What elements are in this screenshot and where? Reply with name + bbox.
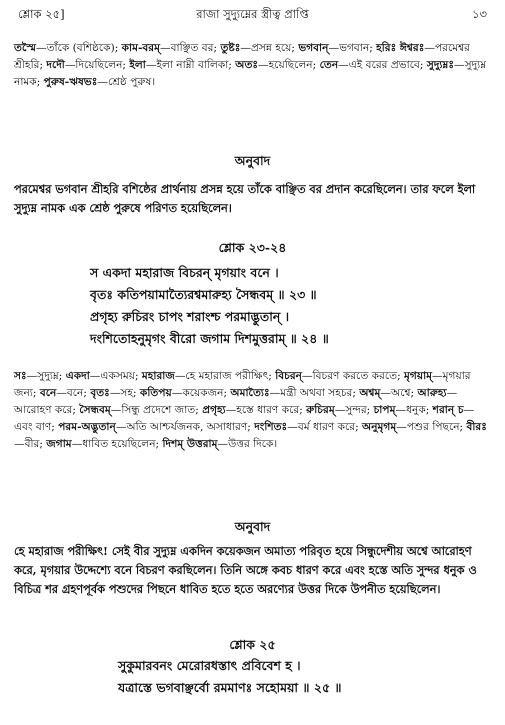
synonym-meaning: —সিন্ধু প্রদেশে জাত; [110,404,203,416]
synonym-term: তুষ্টঃ [220,42,241,54]
synonym-meaning: —একসময়; [89,370,142,382]
synonym-meaning: —বিচরণ করতে করতে; [301,370,405,382]
synonym-meaning: —সহ; [109,387,140,399]
synonym-term: তেন [319,59,339,71]
synonym-term: অনুমৃগম্ [362,421,397,433]
verse-line: প্রগৃহ্য রুচিরং চাপং শরাংশ্চ পরমাদ্ভুতান্ । [90,309,290,324]
header-chapter-title: রাজা সুদ্যুম্নের স্ত্রীত্ব প্রাপ্তি [196,7,309,21]
synonym-term: চাপম্ [373,404,396,416]
synonym-term: জগাম [46,438,72,450]
synonym-meaning: —পশুর পিছনে; [396,421,467,433]
synonyms-mid [14,368,491,453]
synonym-term: শরান্ চ [432,404,464,416]
synonym-term: মহারাজ [141,370,175,382]
synonym-meaning: —পরমেশ্বর শ্রীহরি; [14,42,470,71]
synonym-meaning: —বনে; [56,387,91,399]
synonym-term: সঃ [14,370,27,382]
synonym-term: বনে [39,387,57,399]
synonym-term: হরিঃ ঈশ্বরঃ [376,42,425,54]
synonym-meaning: —অশ্বে; [380,387,418,399]
synonym-term: অতঃ [235,59,259,71]
synonym-term: আরুহ্য [417,387,447,399]
synonym-meaning: —কয়েকজন; [171,387,231,399]
verse-heading-25: শ্লোক ২৫ [229,637,276,652]
synonym-term: প্রগৃহ্য [202,404,226,416]
verse-heading-23-24: শ্লোক ২৩-২৪ [218,240,287,255]
synonym-meaning: —মৃগয়ার জন্য; [14,370,471,399]
verse-line: সুকুমারবনং মেরোরধস্তাৎ প্রবিবেশ হ । [118,658,301,673]
synonym-term: অশ্বম্ [359,387,381,399]
synonym-term: বৃতঃ [90,387,110,399]
synonym-meaning: —উত্তর দিকে। [217,438,278,450]
synonym-term: একদা [65,370,90,382]
synonym-meaning: —প্রসন্ন হয়ে; [240,42,299,54]
synonym-meaning: —এবং বাণ; [14,404,475,433]
translation-heading-1: অনুবাদ [234,153,271,168]
synonym-term: পরম-অদ্ভুতান্ [58,421,116,433]
verse-25 [118,655,485,699]
synonym-term: পুরুষ-ঋষভঃ [43,76,98,88]
synonym-term: রুচিরম্ [306,404,335,416]
synonym-meaning: —হস্তে ধারণ করে; [225,404,307,416]
synonym-meaning: —এই বরের প্রভাবে; [338,59,427,71]
synonym-meaning: —সুদ্যুম্ন নামক; [14,59,487,88]
synonym-meaning: —বর্ম ধারণ করে; [287,421,363,433]
translation-heading-2: অনুবাদ [234,519,271,534]
translation-1: পরমেশ্বর ভগবান শ্রীহরি বশিষ্ঠের প্রার্থনায় প্রসন্ন হয়ে তাঁকে বাঞ্ছিত বর প্রদান করেছিলেন। তার ফলে ইলা সুদ্যুম্ন নামক এক শ্রেষ্ঠ পুরুষে পরিণত হয়েছিলেন। [14,182,476,215]
synonym-meaning: —সুন্দর; [334,404,374,416]
synonym-meaning: —ভগবান; [328,42,377,54]
synonym-term: মৃগয়াম্ [404,370,433,382]
running-header [14,6,491,24]
synonym-meaning: —মন্ত্রী অথবা সহচর; [269,387,360,399]
synonym-term: তস্মৈ [14,42,37,54]
synonym-term: ভগবান্ [298,42,329,54]
synonym-meaning: —ইলা নাম্নী বালিকা; [145,59,236,71]
synonym-term: বীরঃ [466,421,487,433]
synonym-term: কতিপয় [139,387,172,399]
synonym-term: সুদ্যুম্নঃ [426,59,454,71]
synonym-meaning: —তাঁকে (বশিষ্ঠকে); [36,42,122,54]
synonym-meaning: —শ্রেষ্ঠ পুরুষ। [97,76,156,88]
synonym-term: বিচরন্ [275,370,302,382]
synonym-meaning: —হয়েছিলেন; [258,59,320,71]
synonym-term: দদৌ [46,59,65,71]
synonym-term: সৈন্ধবম্ [79,404,111,416]
synonym-term: কাম-বরম্ [121,42,161,54]
synonym-meaning: —অতি আশ্চর্যজনক, অসাধারণ; [115,421,255,433]
page-number: ১৩ [472,7,487,21]
verse-line: স একদা মহারাজ বিচরন্ মৃগয়াং বনে । [90,265,279,280]
header-verse-ref: শ্লোক ২৫] [18,7,65,21]
synonym-term: ইলা [129,59,146,71]
translation-2: হে মহারাজ পরীক্ষিৎ! সেই বীর সুদ্যুম্ন একদিন কয়েকজন অমাত্য পরিবৃত হয়ে সিন্ধুদেশীয় অশ্বে আরোহণ করে, মৃগয়ার উদ্দেশ্যে বনে বিচরণ করছিলেন। তিনি অঙ্গে কবচ ধারণ করে এবং হস্তে অতি সুন্দর ধনুক ও বিচিত্র শর গ্রহণপূর্বক পশুদের পিছনে ধাবিত হতে হতে অরণ্যের উত্তর দিকে উপনীত হয়েছিলেন। [14,544,477,596]
synonym-meaning: —দিয়েছিলেন; [64,59,130,71]
verse-23-24 [90,262,485,350]
synonym-meaning: —হে মহারাজ পরীক্ষিৎ; [174,370,276,382]
synonym-meaning: —আরোহণ করে; [14,387,458,416]
synonym-term: অমাত্যৈঃ [230,387,270,399]
verse-line: দংশিতোহনুমৃগং বীরো জগাম দিশমুত্তরাম্ ॥ ২৪ ॥ [90,331,329,346]
synonym-meaning: —ধনুক; [395,404,433,416]
verse-line: যত্রাস্তে ভগবাঞ্ছর্বো রমমাণঃ সহোময়া ॥ ২৫ ॥ [118,680,342,695]
synonyms-top [14,40,491,91]
synonym-meaning: —বাঞ্ছিত বর; [160,42,221,54]
synonym-meaning: —বীর; [14,438,47,450]
verse-line: বৃতঃ কতিপয়ামাত্যৈরশ্বমারুহ্য সৈন্ধবম্ ॥ ২৩ ॥ [90,287,317,302]
synonym-meaning: —ধাবিত হয়েছিলেন; [71,438,163,450]
synonym-term: দিশম্ উত্তরাম্ [162,438,218,450]
synonym-meaning: —সুদ্যুম্ন; [26,370,66,382]
synonym-term: দংশিতঃ [254,421,288,433]
